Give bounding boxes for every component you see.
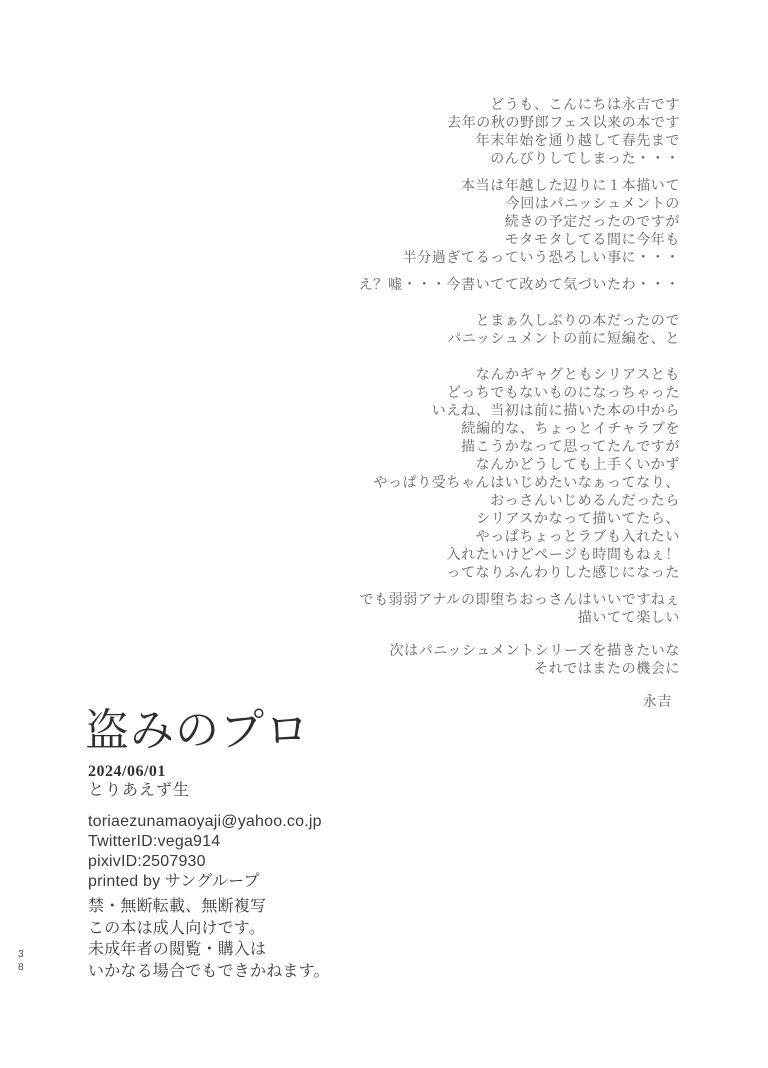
afterword-line: でも弱弱アナルの即堕ちおっさんはいいですねぇ xyxy=(359,593,680,608)
printer-credit: printed by サングループ xyxy=(88,873,260,890)
afterword-line: ってなりふんわりした感じになった xyxy=(446,566,680,581)
afterword-line: パニッシュメントの前に短編を、と xyxy=(447,332,680,347)
page-number xyxy=(18,948,24,974)
page-number-digit: 8 xyxy=(18,962,24,973)
afterword-line: なんかギャグともシリアスとも xyxy=(475,368,680,383)
afterword-paragraph xyxy=(359,367,680,583)
afterword-line: モタモタしてる間に今年も xyxy=(504,233,680,248)
afterword-line: 去年の秋の野郎フェス以来の本です xyxy=(447,116,680,131)
notice-line: 未成年者の閲覧・購入は xyxy=(88,941,267,958)
notice-line: 禁・無断転載、無断複写 xyxy=(88,898,267,915)
afterword-line: 続編的な、ちょっとイチャラブを xyxy=(461,422,680,437)
afterword-line: 年末年始を通り越して春先まで xyxy=(475,134,680,149)
afterword-line: 描いてて楽しい xyxy=(577,611,680,626)
afterword-line: 半分過ぎてるっていう恐ろしい事に・・・ xyxy=(402,251,680,266)
afterword-line: どうも、こんにちは永吉です xyxy=(490,98,680,113)
afterword-line: シリアスかなって描いてたら、 xyxy=(476,512,680,527)
afterword-line: のんびりしてしまった・・・ xyxy=(490,152,680,167)
afterword-line: なんかどうしても上手くいかず xyxy=(475,458,680,473)
afterword-line: 入れたいけどページも時間もねぇ！ xyxy=(446,548,680,563)
publish-date: 2024/06/01 xyxy=(88,763,166,780)
afterword-paragraph xyxy=(359,277,680,295)
afterword-text-block xyxy=(359,97,680,712)
adult-notice-block xyxy=(88,896,330,982)
contact-email: toriaezunamaoyaji@yahoo.co.jp xyxy=(88,813,322,830)
afterword-paragraph xyxy=(359,313,680,349)
afterword-line: いえね、当初は前に描いた本の中から xyxy=(431,404,680,419)
twitter-id: TwitterID:vega914 xyxy=(88,833,221,850)
notice-line: この本は成人向けです。 xyxy=(88,919,265,937)
afterword-line: それではまたの機会に xyxy=(534,662,680,677)
afterword-line: どっちでもないものになっちゃった xyxy=(446,386,680,401)
afterword-line: とまぁ久しぶりの本だったので xyxy=(475,314,680,329)
afterword-line: 続きの予定だったのですが xyxy=(504,215,680,230)
afterword-line: 今回はパニッシュメントの xyxy=(505,197,680,212)
afterword-paragraph xyxy=(359,178,680,268)
author-signature: 永吉 xyxy=(642,695,672,710)
page-number-digit: 3 xyxy=(18,949,24,960)
afterword-line: おっさんいじめるんだったら xyxy=(490,494,680,509)
afterword-line: 描こうかなって思ってたんですが xyxy=(461,440,680,455)
afterword-line: やっぱり受ちゃんはいじめたいなぁってなり、 xyxy=(373,476,680,491)
contact-info-block xyxy=(88,812,322,892)
afterword-line: え？嘘・・・今書いてて改めて気づいたわ・・・ xyxy=(358,278,680,293)
circle-name: とりあえず生 xyxy=(88,782,191,799)
book-title: 盗みのプロ xyxy=(85,706,310,755)
afterword-line: 本当は年越した辺りに１本描いて xyxy=(461,179,680,194)
notice-line: いかなる場合でもできかねます。 xyxy=(88,962,330,980)
afterword-paragraph xyxy=(359,97,680,169)
pixiv-id: pixivID:2507930 xyxy=(88,853,206,870)
afterword-paragraph xyxy=(359,643,680,679)
afterword-line: やっぱちょっとラブも入れたい xyxy=(475,530,680,545)
afterword-paragraph xyxy=(359,592,680,628)
afterword-line: 次はパニッシュメントシリーズを描きたいな xyxy=(389,644,680,659)
